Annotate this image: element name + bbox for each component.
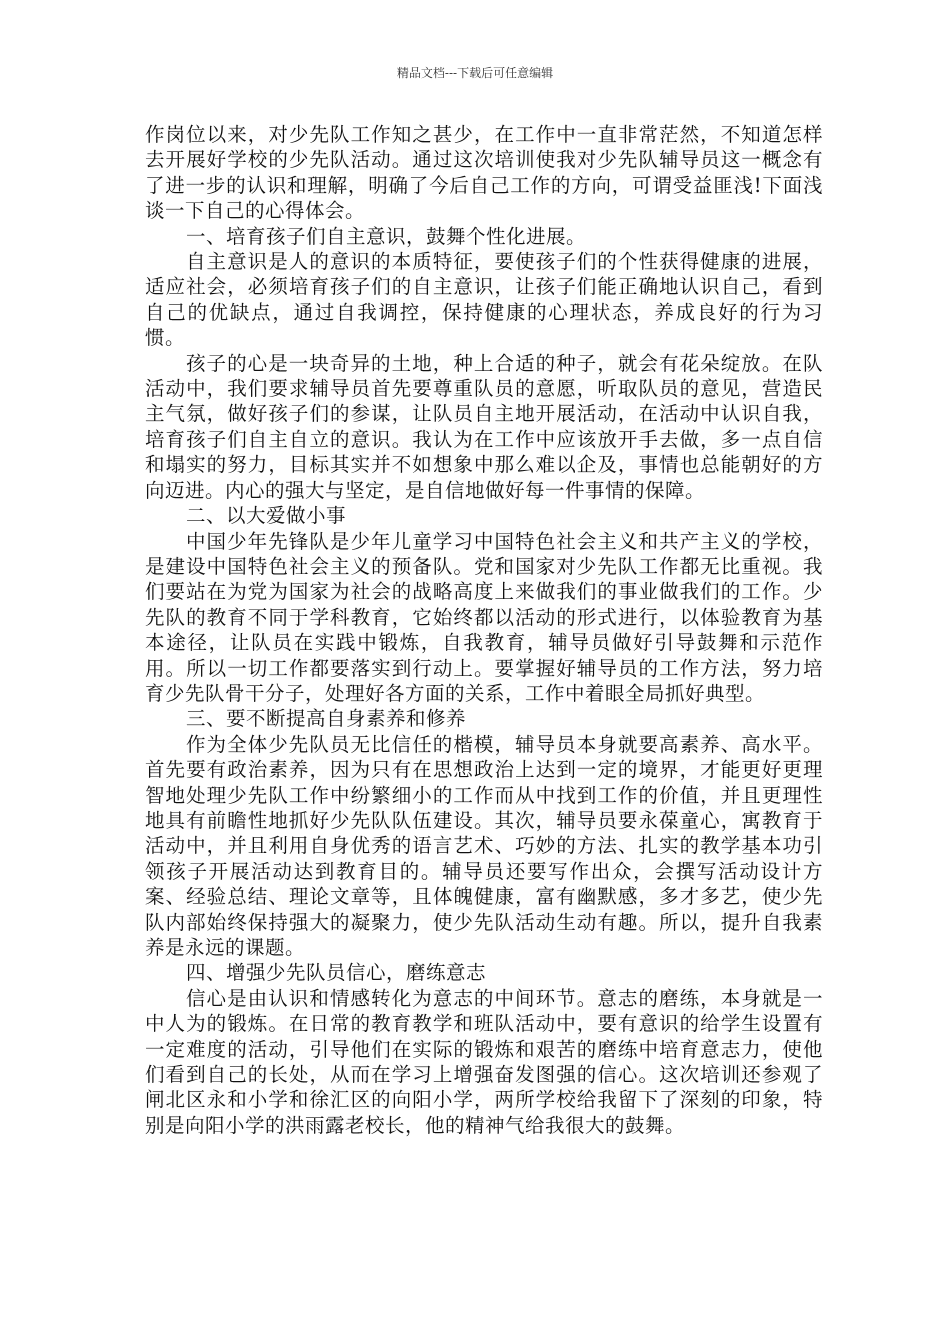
paragraph: 中国少年先锋队是少年儿童学习中国特色社会主义和共产主义的学校，是建设中国特色社会主义的预备队。党和国家对少先队工作都无比重视。我们要站在为党为国家为社会的战略高度上来做我们的事业做我们的工作。少先队的教育不同于学科教育，它始终都以活动的形式进行，以体验教育为基本途径，让队员在实践中锻炼，自我教育，辅导员做好引导鼓舞和示范作用。所以一切工作都要落实到行动上。要掌握好辅导员的工作方法，努力培育少先队骨干分子，处理好各方面的关系，工作中着眼全局抓好典型。: [145, 529, 823, 705]
paragraph: 孩子的心是一块奇异的土地，种上合适的种子，就会有花朵绽放。在队活动中，我们要求辅导员首先要尊重队员的意愿，听取队员的意见，营造民主气氛，做好孩子们的参谋，让队员自主地开展活动，在活动中认识自我，培育孩子们自主自立的意识。我认为在工作中应该放开手去做，多一点自信和塌实的努力，目标其实并不如想象中那么难以企及，事情也总能朝好的方向迈进。内心的强大与坚定，是自信地做好每一件事情的保障。: [145, 351, 823, 502]
page-header: 精品文档---下载后可任意编辑: [396, 66, 554, 80]
paragraph-intro: 作岗位以来，对少先队工作知之甚少，在工作中一直非常茫然，不知道怎样去开展好学校的少先队活动。通过这次培训使我对少先队辅导员这一概念有了进一步的认识和理解，明确了今后自己工作的方向，可谓受益匪浅!下面浅谈一下自己的心得体会。: [145, 123, 823, 223]
document-body: [145, 122, 823, 1138]
section-heading-3: 三、要不断提高自身素养和修养: [185, 707, 466, 731]
section-heading-2: 二、以大爱做小事: [185, 504, 346, 528]
paragraph: 自主意识是人的意识的本质特征，要使孩子们的个性获得健康的进展，适应社会，必须培育孩子们的自主意识，让孩子们能正确地认识自己，看到自己的优缺点，通过自我调控，保持健康的心理状态，养成良好的行为习惯。: [145, 250, 823, 350]
paragraph: 信心是由认识和情感转化为意志的中间环节。意志的磨练，本身就是一中人为的锻炼。在日常的教育教学和班队活动中，要有意识的给学生设置有一定难度的活动，引导他们在实际的锻炼和艰苦的磨练中培育意志力，使他们看到自己的长处，从而在学习上增强奋发图强的信心。这次培训还参观了闸北区永和小学和徐汇区的向阳小学，两所学校给我留下了深刻的印象，特别是向阳小学的洪雨露老校长，他的精神气给我很大的鼓舞。: [145, 986, 823, 1137]
section-heading-1: 一、培育孩子们自主意识，鼓舞个性化进展。: [185, 224, 586, 248]
paragraph: 作为全体少先队员无比信任的楷模，辅导员本身就要高素养、高水平。首先要有政治素养，因为只有在思想政治上达到一定的境界，才能更好更理智地处理少先队工作中纷繁细小的工作而从中找到工作的价值，并且更理性地具有前瞻性地抓好少先队队伍建设。其次，辅导员要永葆童心，寓教育于活动中，并且利用自身优秀的语言艺术、巧妙的方法、扎实的教学基本功引领孩子开展活动达到教育目的。辅导员还要写作出众，会撰写活动设计方案、经验总结、理论文章等，且体魄健康，富有幽默感，多才多艺，使少先队内部始终保持强大的凝聚力，使少先队活动生动有趣。所以，提升自我素养是永远的课题。: [145, 732, 823, 959]
section-heading-4: 四、增强少先队员信心，磨练意志: [185, 961, 486, 985]
